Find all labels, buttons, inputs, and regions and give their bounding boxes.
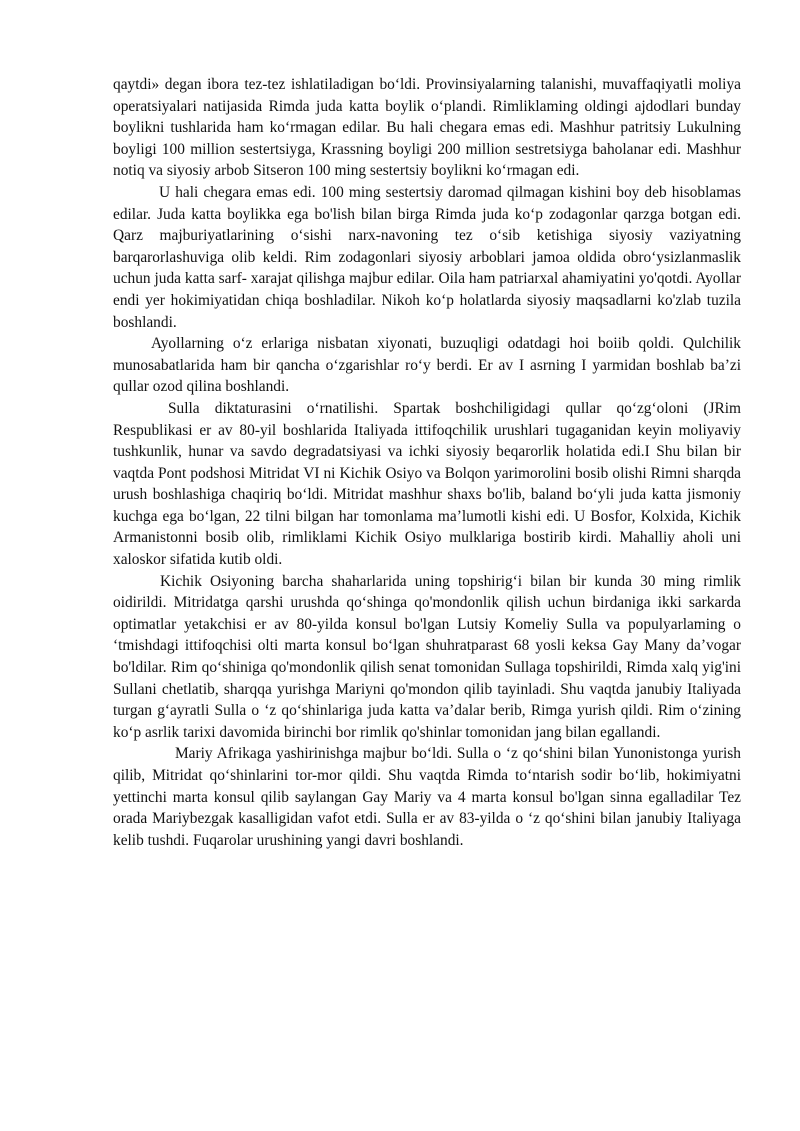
paragraph-6: Mariy Afrikaga yashirinishga majbur bo‘ldi. Sulla o ‘z qo‘shini bilan Yunonistonga yurish qilib, Mitridat qo‘shinlarini tor-mor qildi. Shu vaqtda Rimda to‘ntarish sodir bo‘lib, hokimiyatni yettinchi marta konsul qilib saylangan Gay Mariy va 4 marta konsul bo'lgan sinna egalladilar Tez orada Mariybezgak kasalligidan vafot etdi. Sulla er av 83-yilda o ‘z qo‘shini bilan janubiy Italiyaga kelib tushdi. Fuqarolar urushining yangi davri boshlandi. bbox=[113, 745, 741, 849]
paragraph-2: U hali chegara emas edi. 100 ming sestertsiy daromad qilmagan kishini boy deb hisoblamas edilar. Juda katta boylikka ega bo'lish bilan birga Rimda juda ko‘p zodagonlar qarzga botgan edi. Qarz majburiyatlarining o‘sishi narx-navoning tez o‘sib ketishiga siyosiy vaziyatning barqarorlashuviga olib keldi. Rim zodagonlari siyosiy arboblari jamoa oldida obro‘ysizlanmaslik uchun juda katta sarf- xarajat qilishga majbur edilar. Oila ham patriarxal ahamiyatini yo'qotdi. Ayollar endi yer hokimiyatidan chiqa boshladilar. Nikoh ko‘p holatlarda siyosiy maqsadlarni ko'zlab tuzila boshlandi. bbox=[113, 183, 741, 331]
paragraph-1: qaytdi» degan ibora tez-tez ishlatiladigan bo‘ldi. Provinsiyalarning talanishi, muvaffaqiyatli moliya operatsiyalari natijasida Rimda juda katta boylik o‘plandi. Rimliklaming oldingi ajdodlari bunday boylikni tushlarida ham ko‘rmagan edilar. Bu hali chegara emas edi. Mashhur patritsiy Lukulning boyligi 100 million sestertsiyga, Krassning boyligi 200 million sestretsiyga baholanar edi. Mashhur notiq va siyosiy arbob Sitseron 100 ming sestertsiy boylikni ko‘rmagan edi. bbox=[113, 76, 741, 180]
document-page bbox=[113, 74, 741, 851]
paragraph-5: Kichik Osiyoning barcha shaharlarida uning topshirig‘i bilan bir kunda 30 ming rimlik oidirildi. Mitridatga qarshi urushda qo‘shinga qo'mondonlik qilish uchun birdaniga ikki sarkarda optimatlar yetakchisi er av 80-yilda konsul bo'lgan Lutsiy Komeliy Sulla va populyarlaming o ‘tmishdagi ittifoqchisi olti marta konsul bo‘lgan shuhratparast 68 yosli keksa Gay Many da’vogar bo'ldilar. Rim qo‘shiniga qo'mondonlik qilish senat tomonidan Sullaga topshirildi, Rimda xalq yig'ini Sullani chetlatib, sharqqa yurishga Mariyni qo'mondon qilib tayinladi. Shu vaqtda janubiy Italiyada turgan g‘ayratli Sulla o ‘z qo‘shinlariga juda katta va’dalar berib, Rimga yurish qildi. Rim o‘zining ko‘p asrlik tarixi davomida birinchi bor rimlik qo'shinlar tomonidan jang bilan egallandi. bbox=[113, 572, 741, 741]
paragraph-3: Ayollarning o‘z erlariga nisbatan xiyonati, buzuqligi odatdagi hoi boiib qoldi. Qulchilik munosabatlarida ham bir qancha o‘zgarishlar ro‘y berdi. Er av I asrning I yarmidan boshlab ba’zi qullar ozod qilina boshlandi. bbox=[113, 335, 741, 396]
paragraph-4: Sulla diktaturasini o‘rnatilishi. Spartak boshchiligidagi qullar qo‘zg‘oloni (JRim Respublikasi er av 80-yil boshlarida Italiyada ittifoqchilik urushlari tugaganidan keyin moliyaviy tushkunlik, hunar va savdo degradatsiyasi va ichki siyosiy beqarorlik holatida edi.I Shu bilan bir vaqtda Pont podshosi Mitridat VI ni Kichik Osiyo va Bolqon yarimorolini bosib olishi Rimni sharqda urush boshlashiga chaqiriq bo‘ldi. Mitridat mashhur shaxs bo'lib, baland bo‘yli juda katta jismoniy kuchga ega bo‘lgan, 22 tilni bilgan har tomonlama ma’lumotli kishi edi. U Bosfor, Kolxida, Kichik Armanistonni bosib olib, rimliklami Kichik Osiyo mulklariga bostirib kirdi. Mahalliy aholi uni xaloskor sifatida kutib oldi. bbox=[113, 399, 741, 569]
